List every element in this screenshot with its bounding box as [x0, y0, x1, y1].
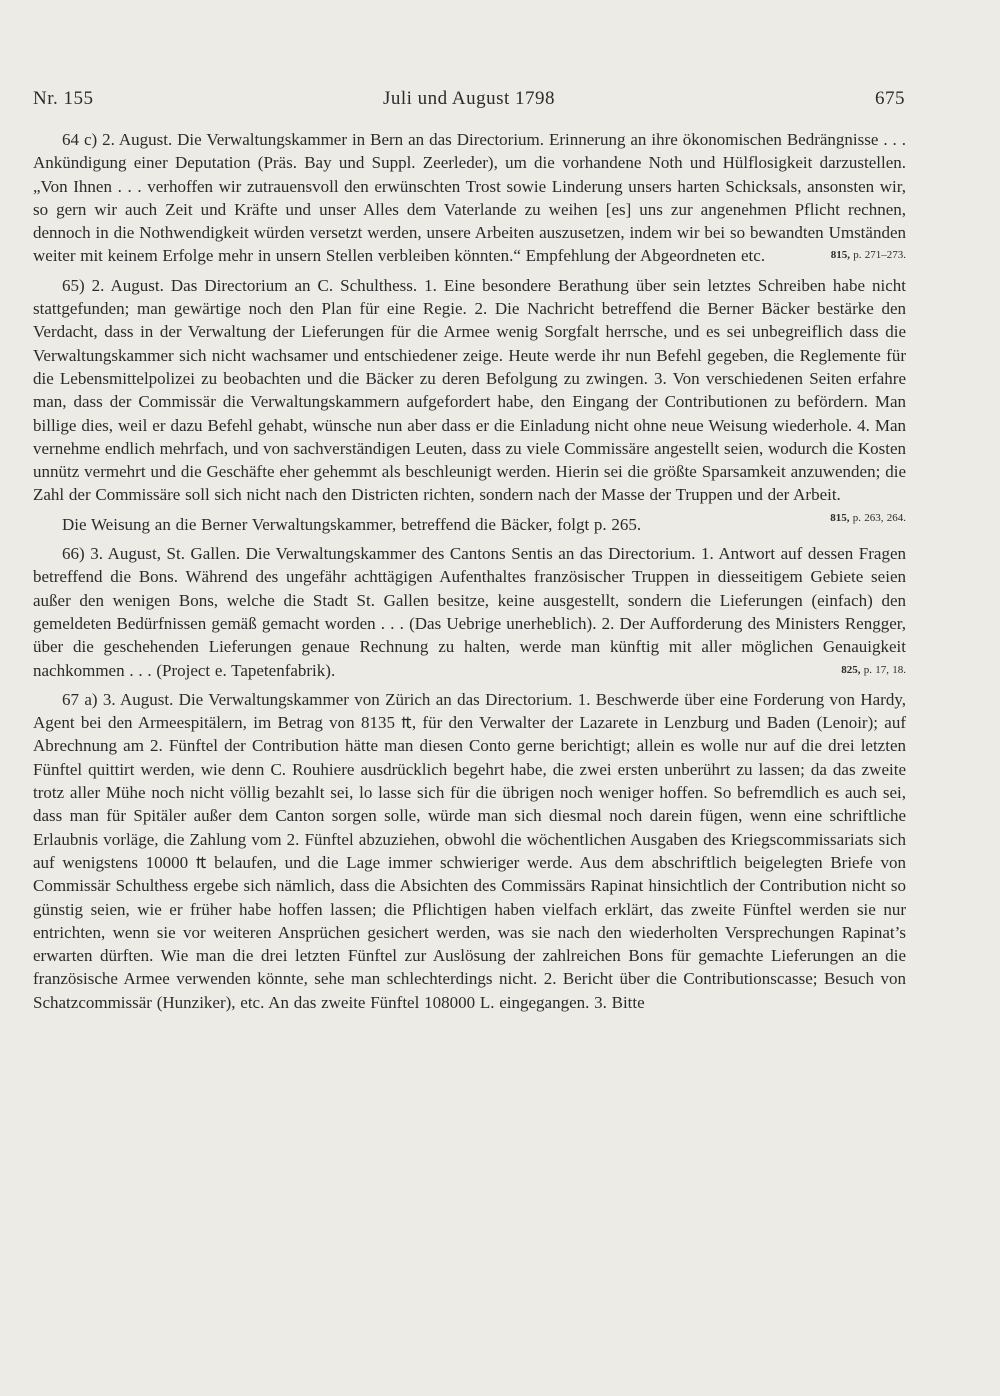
source-reference	[802, 244, 906, 267]
paragraph-text: 64 c) 2. August. Die Verwaltungskammer in Bern an das Directorium. Erinnerung an ihre ökonomischen Bedrängnisse . . . Ankündigung einer Deputation (Präs. Bay und Suppl. Zeerleder), um die vorhandene Noth und Hülflosigkeit darzustellen. „Von Ihnen . . . verhoffen wir zutrauensvoll den erwünschten Trost sowie Linderung unsers harten Schicksals, ansonsten wir, so gern wir auch Zeit und Kräfte und unser Alles dem Vaterlande zu weihen [es] uns zur angenehmen Pflicht rechnen, dennoch in die Nothwendigkeit würden versetzt werden, unsere Arbeiten auszusetzen, indem wir bei so bewandten Umständen weiter mit keinem Erfolge mehr in unsern Stellen verbleiben könnten.“ Empfehlung der Abgeordneten etc.	[33, 130, 906, 266]
page-body	[33, 128, 906, 1020]
paragraph-66	[33, 542, 906, 682]
reference-pages: p. 17, 18.	[863, 663, 906, 676]
paragraph-67a	[33, 688, 906, 1014]
paragraph-text: 66) 3. August, St. Gallen. Die Verwaltungskammer des Cantons Sentis an das Directorium. 1. Antwort auf dessen Fragen betreffend die Bons. Während des ungefähr achttägigen Aufenthaltes französischer Truppen in diesseitigem Gebiete seien außer den wenigen Bons, welche die Stadt St. Gallen besitze, keine ausgestellt, sondern die Lieferungen (einfach) den gemeldeten Bedürfnissen gemäß gemacht worden . . . (Das Uebrige unerheblich). 2. Der Aufforderung des Ministers Rengger, über die geschehenden Lieferungen genaue Rechnung zu halten, werde man künftig mit aller möglichen Genauigkeit nachkommen . . . (Project e. Tapetenfabrik).	[33, 544, 906, 680]
paragraph-text: 65) 2. August. Das Directorium an C. Schulthess. 1. Eine besondere Berathung über sein letztes Schreiben habe nicht stattgefunden; man gewärtige noch den Plan für eine Regie. 2. Die Nachricht betreffend die Berner Bäcker bestärke den Verdacht, dass in der Verwaltung der Lieferungen für die Armee wenig Sorgfalt herrsche, und es sei unbegreiflich dass die Verwaltungskammer sich nicht wachsamer und entschiedener zeige. Heute werde ihr nun Befehl gegeben, die Reglemente für die Lebensmittelpolizei zu beobachten und die Bäcker zu deren Befolgung zu zwingen. 3. Von verschiedenen Seiten erfahre man, dass der Commissär die Verwaltungskammern aufgefordert habe, den Eingang der Contributionen zu befördern. Man billige dies, weil er dazu Befehl gehabt, wünsche nun aber dass er die Einladung nicht ohne neue Weisung wiederhole. 4. Man vernehme endlich mehrfach, und von sachverständigen Leuten, dass zu viele Commissäre angestellt seien, wodurch die Kosten unnütz vermehrt und die Geschäfte eher gehemmt als beschleunigt werden. Hierin sei die größte Sparsamkeit anzuwenden; die Zahl der Commissäre soll sich nicht nach den Districten richten, sondern nach der Masse der Truppen und der Arbeit.	[33, 275, 906, 505]
paragraph-text: 67 a) 3. August. Die Verwaltungskammer von Zürich an das Directorium. 1. Beschwerde über eine Forderung von Hardy, Agent bei den Armeespitälern, im Betrag von 8135 ₶, für den Verwalter der Lazarete in Lenzburg und Baden (Lenoir); auf Abrechnung am 2. Fünftel der Contribution hätte man diesen Conto gerne berichtigt; allein es wolle nur auf die drei letzten Fünftel quittirt werden, wie denn C. Rouhiere ausdrücklich begehrt habe, die zwei ersten unberührt zu lassen; da das zweite trotz aller Mühe noch nicht völlig bezahlt sei, lo lasse sich für die übrigen noch weniger hoffen. So befremdlich es auch sei, dass man für Spitäler außer dem Canton sorgen solle, würde man sich diesmal noch darein fügen, wenn eine schriftliche Erlaubnis vorläge, die Zahlung vom 2. Fünftel abzuziehen, obwohl die wöchentlichen Ausgaben des Kriegscommissariats sich auf wenigstens 10000 ₶ belaufen, und die Lage immer schwieriger werde. Aus dem abschriftlich beigelegten Briefe von Commissär Schulthess ergebe sich nämlich, dass die Absichten des Commissärs Rapinat hinsichtlich der Contribution nicht so günstig seien, wie er früher habe hoffen lassen; die Pflichtigen haben vielfach erklärt, das zweite Fünftel werden sie nur entrichten, wenn sie vor weiteren Ansprüchen gesichert werden, was sie nach den wiederholten Versprechungen Rapinat’s erwarten dürften. Wie man die drei letzten Fünftel zur Auslösung der zahlreichen Bons für gemachte Lieferungen an die französische Armee verwenden könnte, sehe man schlechterdings nicht. 2. Bericht über die Contributionscasse; Besuch von Schatzcommissär (Hunziker), etc. An das zweite Fünftel 108000 L. eingegangen. 3. Bitte	[33, 689, 906, 1012]
paragraph-text: Die Weisung an die Berner Verwaltungskammer, betreffend die Bäcker, folgt p. 265.	[62, 514, 642, 534]
reference-pages: p. 271–273.	[853, 249, 906, 262]
running-title: Juli und August 1798	[382, 88, 556, 109]
page-number: 675	[875, 88, 905, 109]
document-number: Nr. 155	[33, 88, 94, 109]
paragraph-64c	[33, 128, 906, 268]
paragraph-note-weisung	[33, 513, 906, 536]
reference-volume: 815,	[830, 249, 850, 262]
source-reference	[801, 507, 906, 530]
reference-volume: 815,	[830, 511, 850, 524]
source-reference	[812, 659, 906, 682]
reference-volume: 825,	[841, 663, 861, 676]
reference-pages: p. 263, 264.	[852, 511, 906, 524]
